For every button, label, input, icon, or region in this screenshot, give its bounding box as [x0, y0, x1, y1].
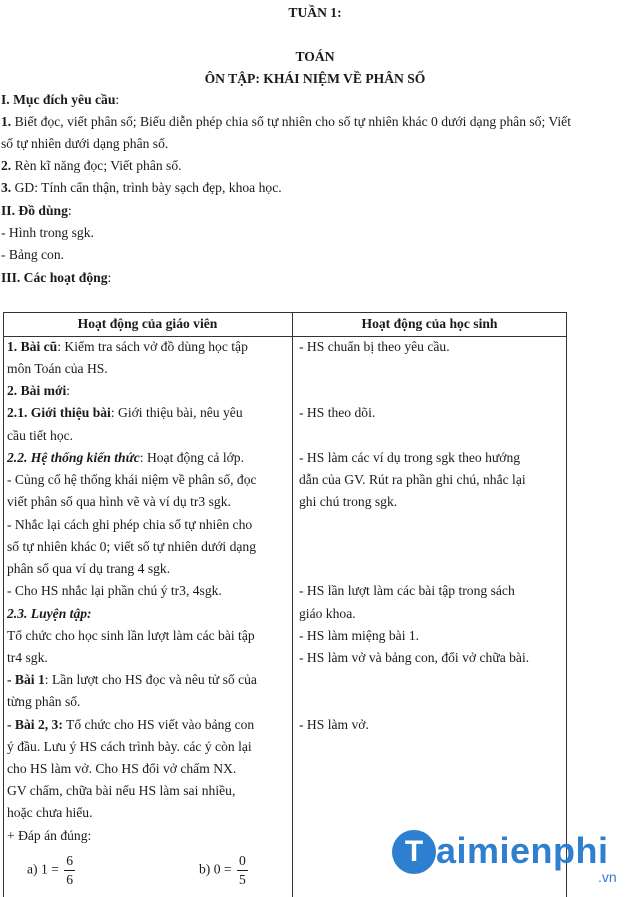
section1-heading: I. Mục đích yêu cầu:	[1, 92, 120, 107]
section1-item-1-cont: số tự nhiên dưới dạng phân số.	[1, 136, 169, 151]
teacher-line: 2. Bài mới:	[7, 383, 71, 398]
student-line: dẫn của GV. Rút ra phần ghi chú, nhắc lại	[299, 472, 526, 487]
teacher-line: ý đầu. Lưu ý HS cách trình bày. các ý còn lại	[7, 739, 252, 754]
teacher-line: + Đáp án đúng:	[7, 828, 92, 843]
student-column-header: Hoạt động của học sinh	[361, 316, 498, 331]
table-right-border	[566, 312, 567, 897]
teacher-line: viết phân số qua hình vẽ và ví dụ tr3 sgk.	[7, 494, 231, 509]
fraction: $\frac{6}{6}$	[66, 853, 74, 887]
week-title: TUẦN 1:	[288, 5, 342, 20]
student-line: - HS làm các ví dụ trong sgk theo hướng	[299, 450, 521, 465]
section1-item-2: 2. Rèn kĩ năng đọc; Viết phân số.	[1, 158, 182, 173]
table-column-divider	[292, 312, 293, 897]
subject-title: TOÁN	[295, 49, 335, 64]
teacher-line: môn Toán của HS.	[7, 361, 108, 376]
table-left-border	[3, 312, 4, 897]
section1-item-1: 1. Biết đọc, viết phân số; Biểu diễn phép chia số tự nhiên cho số tự nhiên khác 0 dưới dạng phân số; Viết	[1, 114, 571, 129]
teacher-line: hoặc chưa hiểu.	[7, 805, 93, 820]
teacher-line: số tự nhiên khác 0; viết số tự nhiên dưới dạng	[7, 539, 257, 554]
teacher-line: - Củng cố hệ thống khái niệm về phân số, đọc	[7, 472, 257, 487]
answer-b: b) 0 = $\frac{0}{5}$	[199, 853, 246, 887]
section2-item-1: - Hình trong sgk.	[1, 225, 94, 240]
teacher-line: tr4 sgk.	[7, 650, 48, 665]
student-line: - HS chuẩn bị theo yêu cầu.	[299, 339, 450, 354]
student-line: - HS làm vở.	[299, 717, 369, 732]
section2-heading: II. Đồ dùng:	[1, 203, 72, 218]
fraction: $\frac{0}{5}$	[238, 853, 246, 887]
taimienphi-logo	[392, 826, 628, 892]
logo-circle-icon: T	[392, 830, 436, 874]
section1-item-3: 3. GD: Tính cẩn thận, trình bày sạch đẹp, khoa học.	[1, 180, 282, 195]
logo-suffix: .vn	[598, 869, 617, 885]
section3-heading: III. Các hoạt động:	[1, 270, 112, 285]
student-line: ghi chú trong sgk.	[299, 494, 398, 509]
student-line: - HS làm vở và bảng con, đổi vở chữa bài.	[299, 650, 530, 665]
teacher-line: cầu tiết học.	[7, 428, 74, 443]
teacher-line: cho HS làm vở. Cho HS đổi vở chấm NX.	[7, 761, 237, 776]
teacher-line: phân số qua ví dụ trang 4 sgk.	[7, 561, 171, 576]
teacher-line: 2.2. Hệ thống kiến thức: Hoạt động cả lớp.	[7, 450, 244, 465]
answer-a: a) 1 = $\frac{6}{6}$	[27, 853, 74, 887]
teacher-line: Tổ chức cho học sinh lần lượt làm các bài tập	[7, 628, 255, 643]
activities-table	[3, 312, 567, 897]
teacher-line: 1. Bài cũ: Kiểm tra sách vở đồ dùng học tập	[7, 339, 248, 354]
teacher-line: - Nhắc lại cách ghi phép chia số tự nhiên cho	[7, 517, 253, 532]
section2-item-2: - Bảng con.	[1, 247, 65, 262]
teacher-line: 2.3. Luyện tập:	[7, 606, 92, 621]
logo-word: aimienphi	[436, 830, 609, 871]
student-line: - HS theo dõi.	[299, 405, 376, 420]
teacher-line: từng phân số.	[7, 694, 81, 709]
teacher-line: 2.1. Giới thiệu bài: Giới thiệu bài, nêu yêu	[7, 405, 243, 420]
teacher-line: GV chấm, chữa bài nếu HS làm sai nhiều,	[7, 783, 236, 798]
lesson-title: ÔN TẬP: KHÁI NIỆM VỀ PHÂN SỐ	[204, 71, 426, 86]
teacher-column-header: Hoạt động của giáo viên	[77, 316, 218, 331]
teacher-line: - Bài 1: Lần lượt cho HS đọc và nêu tử số của	[7, 672, 257, 687]
student-line: - HS lần lượt làm các bài tập trong sách	[299, 583, 515, 598]
teacher-line: - Bài 2, 3: Tổ chức cho HS viết vào bảng con	[7, 717, 255, 732]
teacher-line: - Cho HS nhắc lại phần chú ý tr3, 4sgk.	[7, 583, 222, 598]
student-line: - HS làm miệng bài 1.	[299, 628, 420, 643]
student-line: giáo khoa.	[299, 606, 356, 621]
